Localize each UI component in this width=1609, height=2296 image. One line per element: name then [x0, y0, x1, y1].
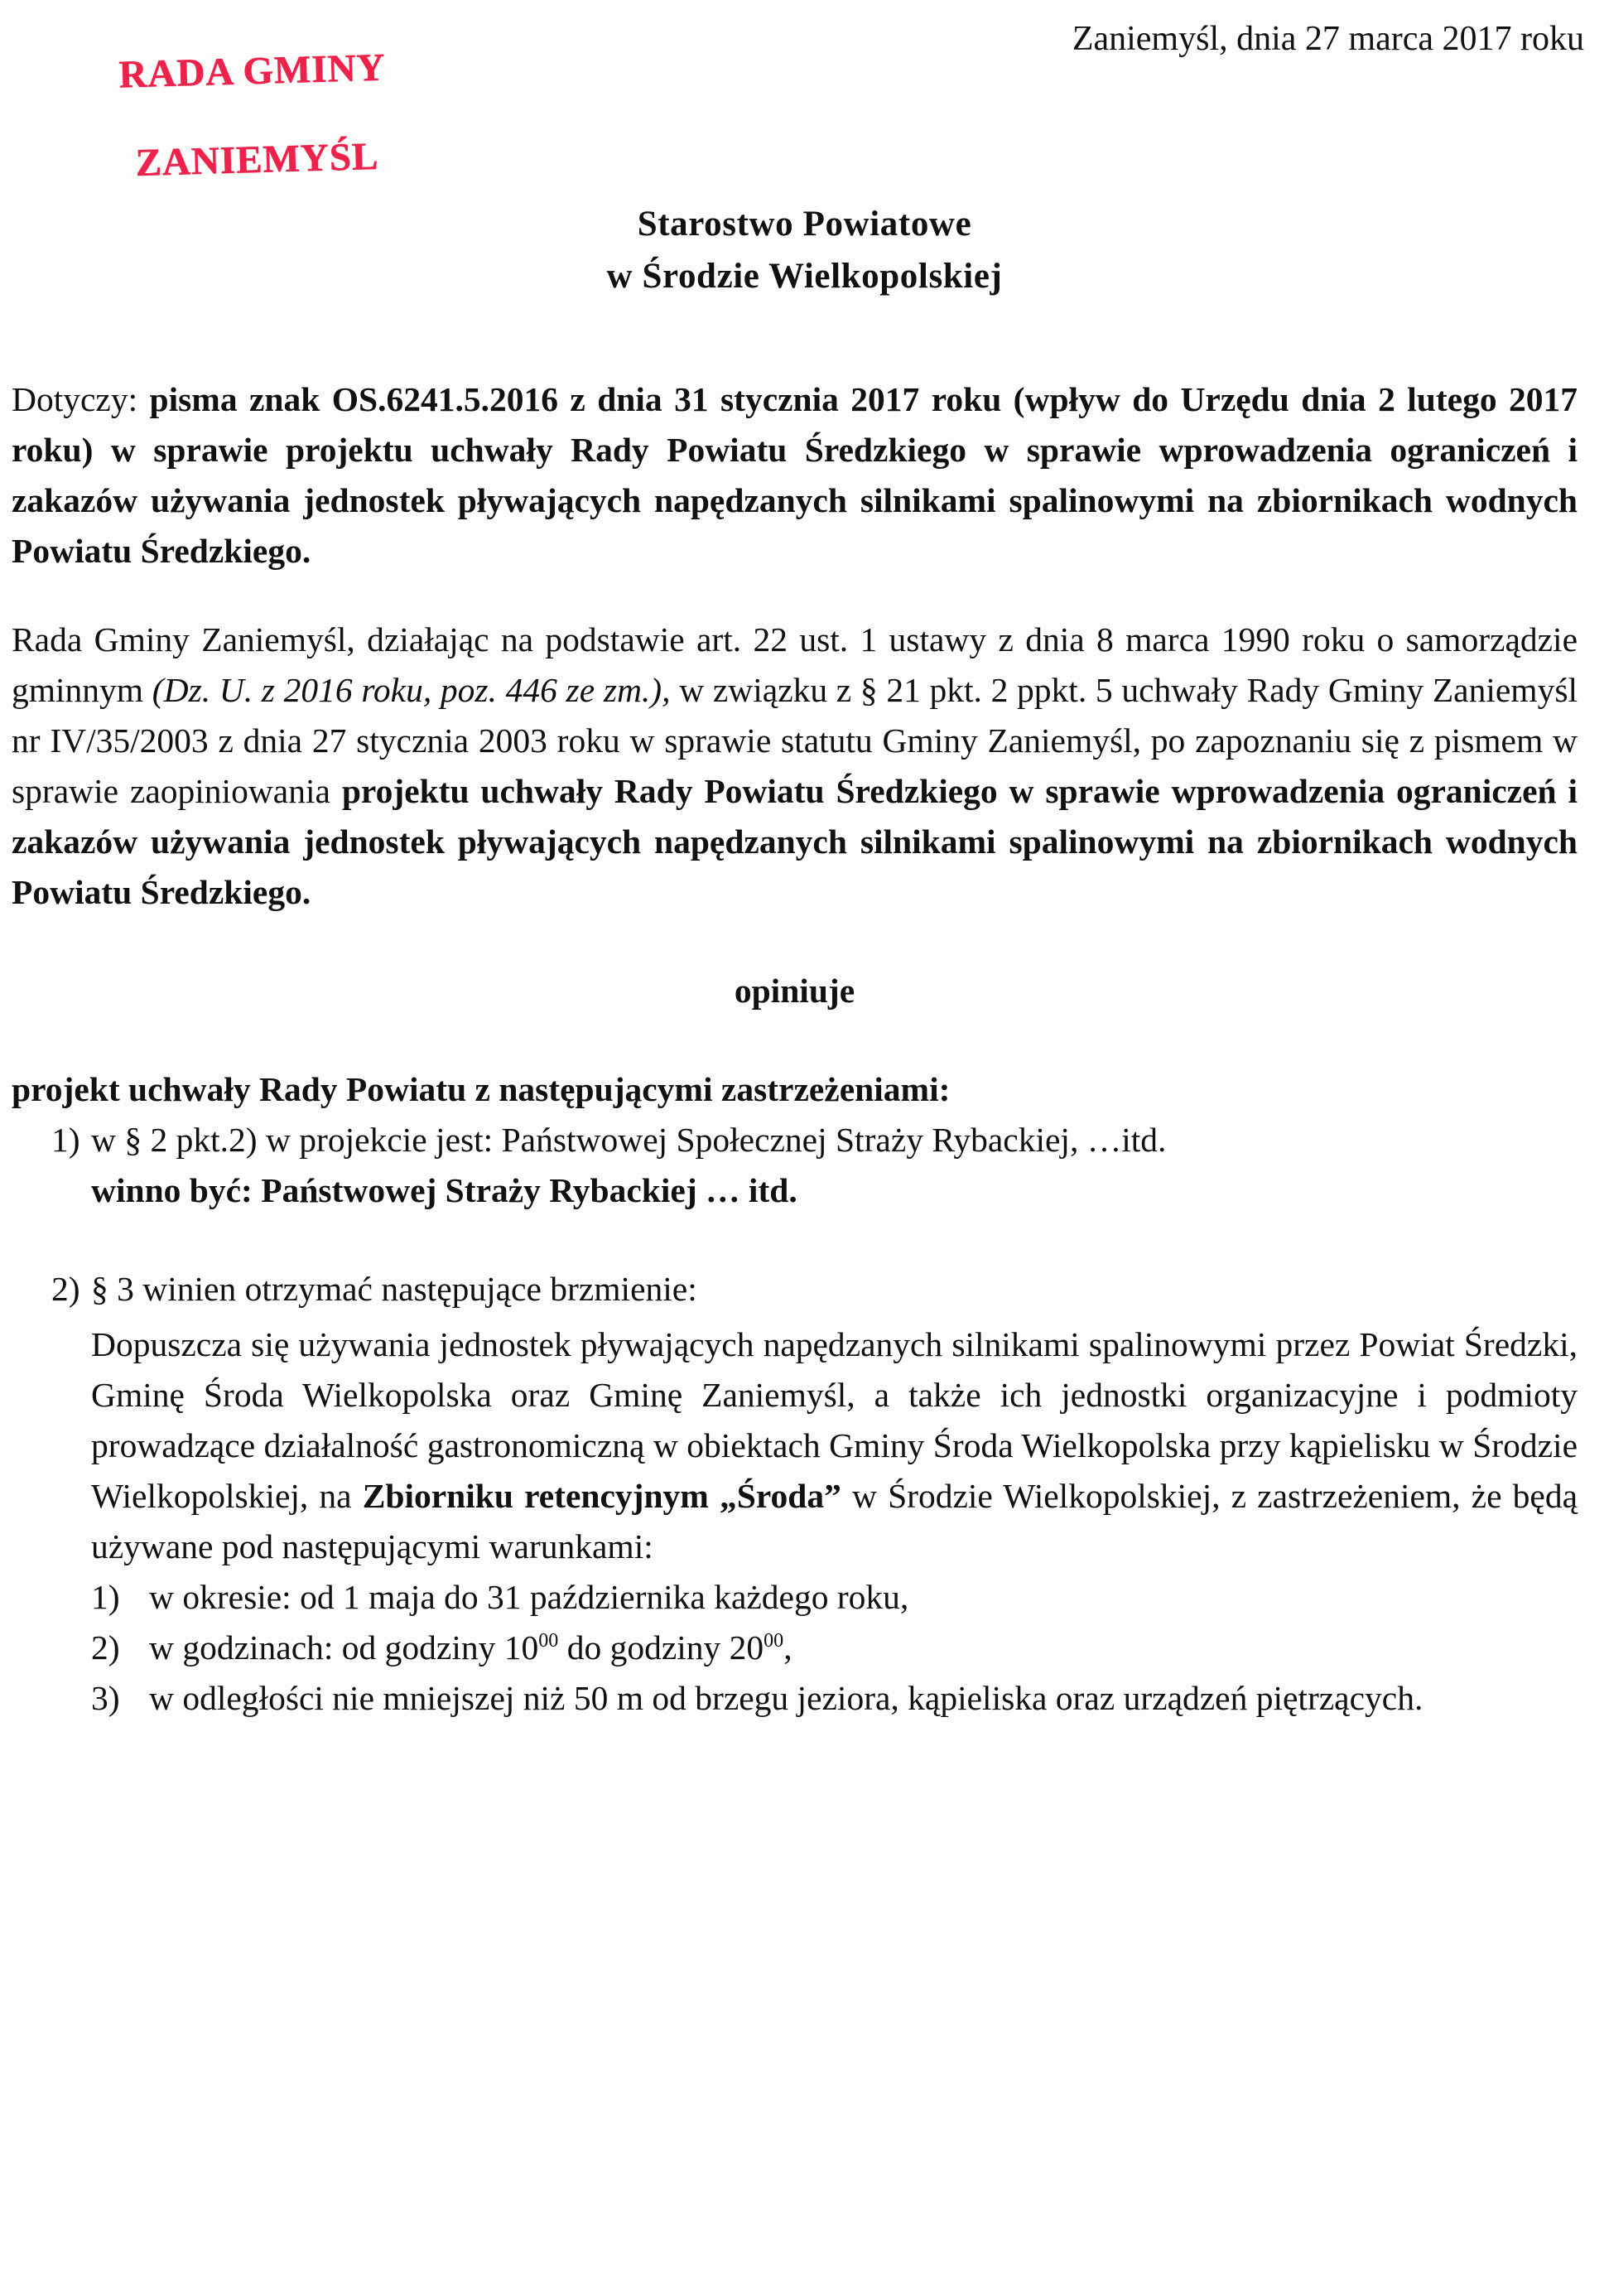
subject-label: Dotyczy:	[12, 380, 138, 418]
list-marker: 1)	[51, 1121, 80, 1159]
condition-2-middle: do godziny 20	[558, 1628, 764, 1667]
spacer	[12, 1016, 1578, 1064]
council-stamp	[76, 0, 430, 232]
condition-2-sup-end: 00	[764, 1630, 784, 1652]
legal-basis-part-1: Rada Gminy Zaniemyśl, działając na podstawie art. 22 ust. 1 ustawy z dnia 8 marca 1990 roku o samorządzie gminnym	[12, 620, 1578, 709]
reservation-list	[12, 1115, 1578, 1724]
addressee-block	[0, 199, 1609, 303]
addressee-line-1: Starostwo Powiatowe	[637, 205, 972, 244]
condition-2-sup-start: 00	[538, 1630, 559, 1652]
place-and-date: Zaniemyśl, dnia 27 marca 2017 roku	[1072, 20, 1584, 58]
legal-basis-part-2: w związku z § 21 pkt. 2 ppkt. 5 uchwały Rady Gminy Zaniemyśl nr IV/35/2003 z dnia 27 stycznia 2003 roku w sprawie statutu Gminy Zaniemyśl, po zapoznaniu się z pismem w sprawie zaopiniowania	[12, 671, 1578, 810]
list-marker: 2)	[51, 1270, 80, 1308]
condition-3-text: w odległości nie mniejszej niż 50 m od brzegu jeziora, kąpieliska oraz urządzeń piętrzących.	[149, 1679, 1424, 1717]
subject-text: pisma znak OS.6241.5.2016 z dnia 31 stycznia 2017 roku (wpływ do Urzędu dnia 2 lutego 2017 roku) w sprawie projektu uchwały Rady Powiatu Średzkiego w sprawie wprowadzenia ograniczeń i zakazów używania jednostek pływających napędzanych silnikami spalinowymi na zbiornikach wodnych Powiatu Średzkiego.	[12, 380, 1578, 570]
subject-paragraph	[12, 374, 1578, 576]
list-item	[91, 1623, 1578, 1673]
condition-2-prefix: w godzinach: od godziny 10	[149, 1628, 539, 1667]
condition-2-suffix: ,	[783, 1628, 792, 1667]
condition-1-text: w okresie: od 1 maja do 31 października każdego roku,	[149, 1578, 909, 1616]
list-item	[12, 1264, 1578, 1724]
list-marker: 3)	[91, 1679, 120, 1717]
reservation-1-correction: winno być: Państwowej Straży Rybackiej … itd.	[91, 1171, 797, 1209]
list-item	[91, 1673, 1578, 1724]
list-item	[12, 1115, 1578, 1216]
document-header	[0, 0, 1609, 185]
stamp-line-1: RADA GMINY	[118, 46, 387, 97]
verdict-word: opiniuje	[734, 972, 855, 1010]
reservation-2-text: § 3 winien otrzymać następujące brzmienie:	[91, 1270, 697, 1308]
legal-basis-paragraph	[12, 615, 1578, 918]
section3-body	[91, 1319, 1578, 1572]
conditions-list	[91, 1572, 1578, 1724]
list-item	[91, 1572, 1578, 1623]
legal-citation: (Dz. U. z 2016 roku, poz. 446 ze zm.),	[152, 671, 671, 709]
reservation-1-text: w § 2 pkt.2) w projekcie jest: Państwowej Społecznej Straży Rybackiej, …itd.	[91, 1121, 1167, 1159]
section3-body-part-1: Dopuszcza się używania jednostek pływających napędzanych silnikami spalinowymi przez Powiat Średzki, Gminę Środa Wielkopolska oraz Gminę Zaniemyśl, a także ich jednostki organizacyjne i podmioty prowadzące działalność gastronomiczną w obiektach Gminy Środa Wielkopolska przy kąpielisku w Środzie Wielkopolskiej, na	[91, 1325, 1578, 1515]
spacer	[12, 918, 1578, 966]
legal-basis-subject-bold: projektu uchwały Rady Powiatu Średzkiego w sprawie wprowadzenia ograniczeń i zakazów używania jednostek pływających napędzanych silnikami spalinowymi na zbiornikach wodnych Powiatu Średzkiego.	[12, 772, 1578, 911]
condition-2-text	[149, 1628, 792, 1667]
document-body	[12, 374, 1578, 1724]
stamp-line-2: ZANIEMYŚL	[134, 134, 379, 185]
section3-body-part-2: w Środzie Wielkopolskiej, z zastrzeżeniem, że będą używane pod następującymi warunkami:	[91, 1477, 1578, 1565]
spacer	[12, 576, 1578, 615]
reservoir-name: Zbiorniku retencyjnym „Środa”	[362, 1477, 841, 1515]
list-marker: 2)	[91, 1628, 120, 1667]
list-marker: 1)	[91, 1578, 120, 1616]
addressee-line-2: w Środzie Wielkopolskiej	[606, 256, 1003, 296]
resolution-lead: projekt uchwały Rady Powiatu z następującymi zastrzeżeniami:	[12, 1070, 951, 1108]
